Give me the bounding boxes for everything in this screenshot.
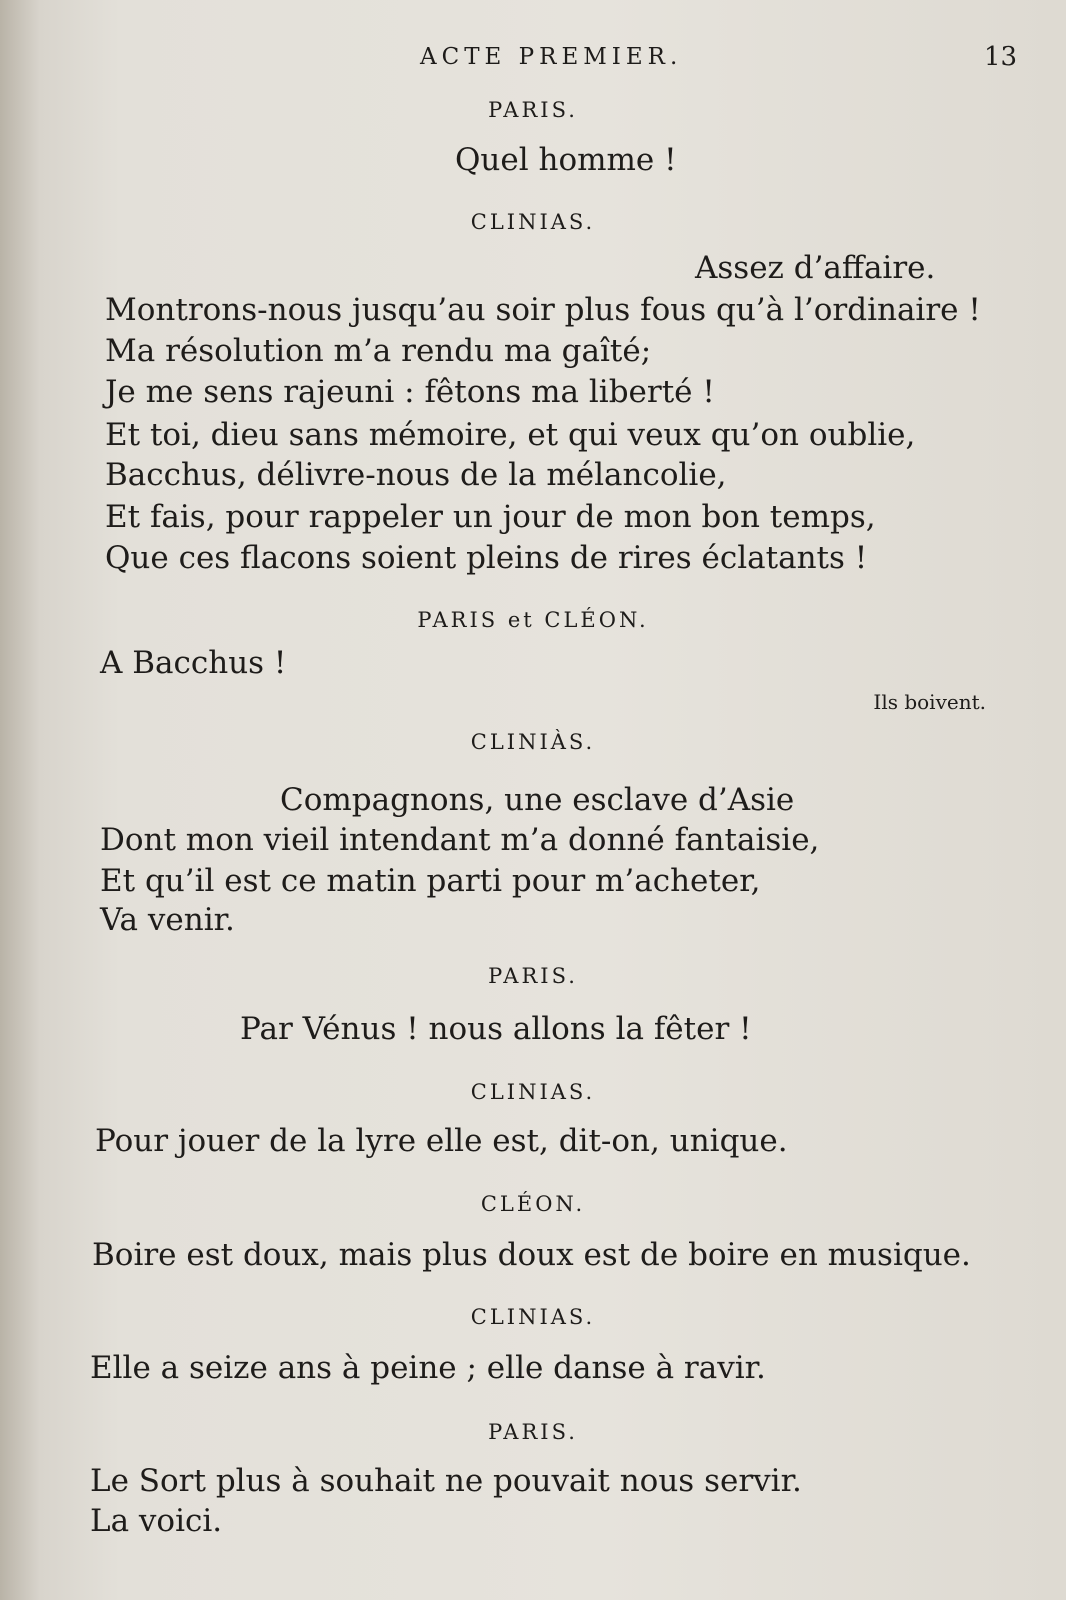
verse-line: Quel homme !: [455, 142, 677, 178]
speaker-name: PARIS.: [488, 1420, 578, 1444]
speaker-name: PARIS.: [488, 964, 578, 988]
stage-direction: Ils boivent.: [873, 690, 986, 714]
verse-line: Elle a seize ans à peine ; elle danse à ravir.: [90, 1350, 766, 1386]
speaker-name: PARIS.: [488, 98, 578, 122]
page-number: 13: [984, 42, 1018, 72]
verse-line: La voici.: [90, 1503, 223, 1539]
verse-line: Que ces flacons soient pleins de rires éclatants !: [105, 540, 868, 576]
verse-line: Je me sens rajeuni : fêtons ma liberté !: [105, 374, 715, 410]
speaker-name: PARIS et CLÉON.: [417, 608, 649, 632]
verse-line: Pour jouer de la lyre elle est, dit-on, unique.: [95, 1123, 788, 1159]
speaker-name: CLINIAS.: [470, 210, 596, 234]
speaker-name: CLÉON.: [480, 1192, 586, 1216]
speaker-name: CLINIAS.: [470, 1080, 596, 1104]
verse-line: A Bacchus !: [100, 645, 287, 681]
verse-line: Boire est doux, mais plus doux est de boire en musique.: [92, 1237, 971, 1273]
verse-line: Va venir.: [100, 902, 235, 938]
verse-line: Bacchus, délivre-nous de la mélancolie,: [105, 457, 727, 493]
verse-line: Montrons-nous jusqu’au soir plus fous qu’à l’ordinaire !: [105, 292, 981, 328]
verse-line: Assez d’affaire.: [695, 250, 936, 286]
verse-line: Et toi, dieu sans mémoire, et qui veux qu’on oublie,: [105, 417, 916, 453]
verse-line: Compagnons, une esclave d’Asie: [280, 782, 795, 818]
verse-line: Et fais, pour rappeler un jour de mon bon temps,: [105, 499, 876, 535]
verse-line: Dont mon vieil intendant m’a donné fantaisie,: [100, 822, 820, 858]
speaker-name: CLINIAS.: [470, 1305, 596, 1329]
verse-line: Le Sort plus à souhait ne pouvait nous servir.: [90, 1463, 802, 1499]
verse-line: Par Vénus ! nous allons la fêter !: [240, 1011, 752, 1047]
speaker-name: CLINIÀS.: [470, 730, 596, 754]
verse-line: Et qu’il est ce matin parti pour m’acheter,: [100, 863, 761, 899]
verse-line: Ma résolution m’a rendu ma gaîté;: [105, 333, 652, 369]
running-title: ACTE PREMIER.: [420, 44, 683, 70]
